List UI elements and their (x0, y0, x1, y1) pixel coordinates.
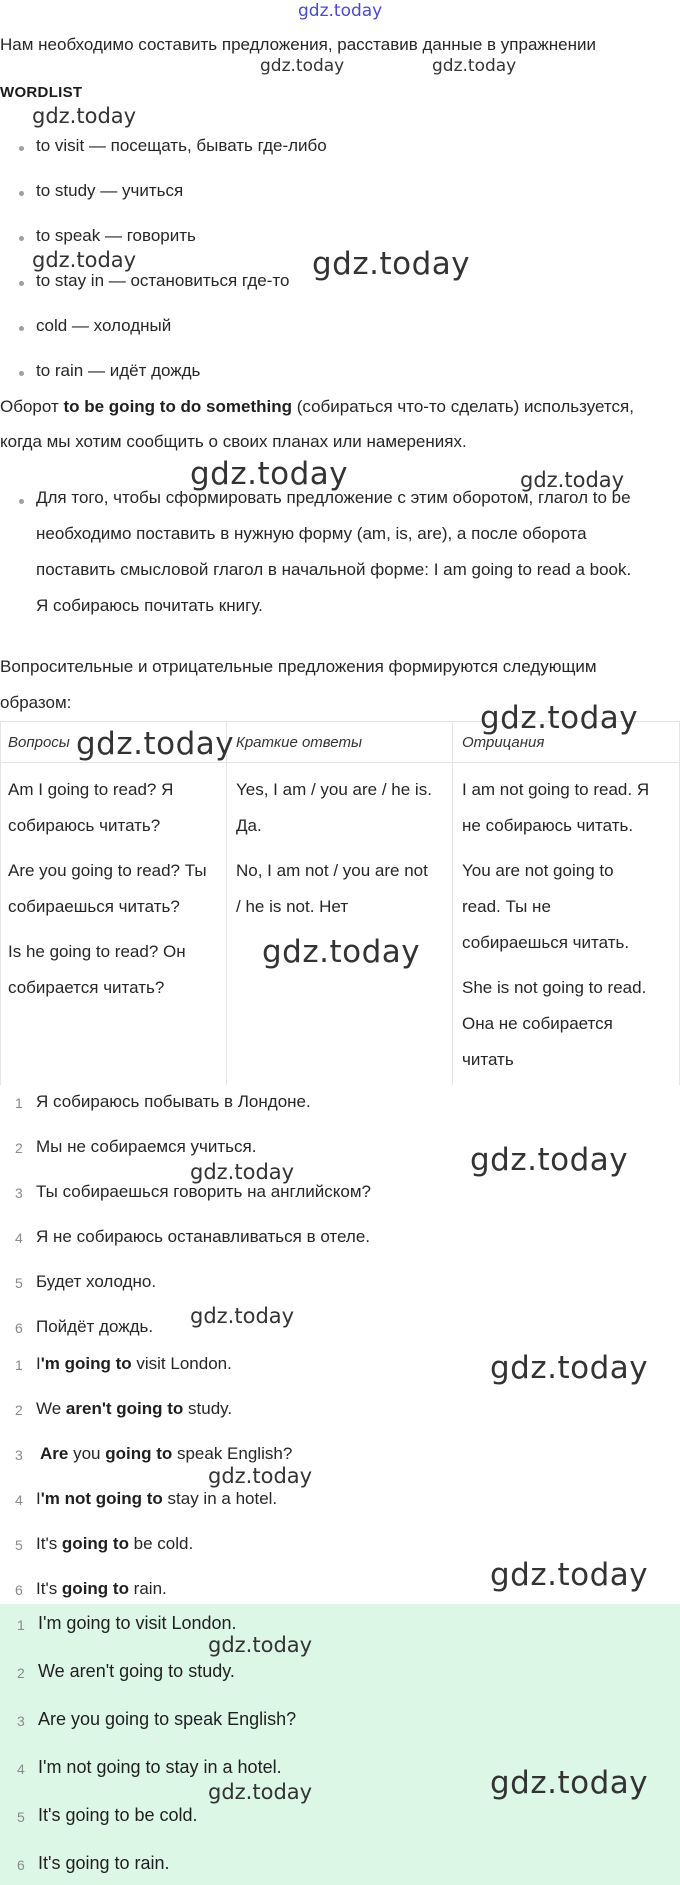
watermark: gdz.today (190, 1304, 295, 1328)
wordlist-item: to speak — говорить (36, 226, 196, 245)
table-cell: Is he going to read? Он (8, 942, 186, 961)
answer-sentence: Are you going to speak English? (38, 1709, 297, 1729)
table-cell: Да. (236, 816, 262, 835)
list-number: 5 (17, 1809, 25, 1825)
table-cell: собираюсь читать? (8, 816, 161, 835)
russian-sentence: Я не собираюсь останавливаться в отеле. (36, 1227, 370, 1246)
answer-sentence: I'm going to visit London. (38, 1613, 237, 1633)
watermark: gdz.today (32, 104, 137, 128)
table-cell: Are you going to read? Ты (8, 861, 207, 880)
sentence-part: study. (183, 1399, 233, 1418)
list-number: 5 (15, 1275, 23, 1291)
watermark: gdz.today (432, 56, 517, 76)
rule-post: (собираться что-то сделать) используется, (292, 397, 634, 416)
table-header-short-answers: Краткие ответы (236, 734, 362, 751)
watermark: gdz.today (208, 1633, 313, 1657)
questions-intro-line2: образом: (0, 693, 72, 712)
sentence-part: We (36, 1399, 66, 1418)
sentence-part: It's (36, 1579, 62, 1598)
russian-sentence: Будет холодно. (36, 1272, 157, 1291)
sentence-part: stay in a hotel. (162, 1489, 278, 1508)
watermark: gdz.today (490, 1557, 649, 1593)
table-cell: Она не собирается (462, 1014, 613, 1033)
answer-sentence: It's going to rain. (38, 1853, 170, 1873)
list-number: 3 (17, 1713, 25, 1729)
sentence-bold: aren't going to (65, 1399, 184, 1418)
watermark: gdz.today (480, 700, 639, 736)
russian-sentence: Пойдёт дождь. (36, 1317, 154, 1336)
bullet-icon (19, 191, 24, 196)
list-number: 3 (15, 1185, 23, 1201)
table-cell: собираешься читать. (462, 933, 630, 952)
sentence-part: speak English? (172, 1444, 293, 1463)
table-cell: No, I am not / you are not (236, 861, 428, 880)
english-sentence (36, 1489, 277, 1509)
sentence-bold: Are (40, 1444, 69, 1463)
list-number: 1 (17, 1617, 25, 1633)
bullet-icon (19, 371, 24, 376)
list-number: 4 (15, 1492, 23, 1508)
list-number: 2 (15, 1402, 23, 1418)
russian-sentence: Ты собираешься говорить на английском? (36, 1182, 372, 1201)
bullet-icon (19, 326, 24, 331)
watermark: gdz.today (490, 1765, 649, 1801)
russian-sentence: Я собираюсь побывать в Лондоне. (36, 1092, 311, 1111)
table-cell: You are not going to (462, 861, 614, 880)
explanation-line: Для того, чтобы сформировать предложение с этим оборотом, глагол to be (36, 488, 631, 507)
intro-text: Нам необходимо составить предложения, расставив данные в упражнении (0, 35, 597, 54)
sentence-bold: going to (61, 1579, 129, 1598)
wordlist-item: to study — учиться (36, 181, 184, 200)
sentence-part: you (68, 1444, 106, 1463)
sentence-bold: going to (61, 1534, 129, 1553)
watermark: gdz.today (76, 726, 235, 762)
wordlist-title: WORDLIST (0, 84, 83, 101)
english-sentence (36, 1579, 167, 1599)
watermark: gdz.today (520, 468, 625, 492)
table-cell: I am not going to read. Я (462, 780, 650, 799)
table-cell: / he is not. Нет (236, 897, 349, 916)
sentence-part: I (36, 1354, 41, 1373)
table-header-divider (0, 762, 680, 763)
table-header-negations: Отрицания (462, 734, 545, 751)
explanation-line: Я собираюсь почитать книгу. (36, 596, 263, 615)
watermark: gdz.today (262, 934, 421, 970)
list-number: 2 (17, 1665, 25, 1681)
rule-bold: to be going to do something (63, 397, 292, 416)
english-sentence (36, 1354, 232, 1374)
top-watermark: gdz.today (298, 1, 383, 21)
list-number: 4 (17, 1761, 25, 1777)
explanation-line: необходимо поставить в нужную форму (am, is, are), а после оборота (36, 524, 587, 543)
watermark: gdz.today (470, 1142, 629, 1178)
watermark: gdz.today (312, 246, 471, 282)
sentence-part: be cold. (128, 1534, 194, 1553)
wordlist-item: to rain — идёт дождь (36, 361, 201, 380)
table-cell: Yes, I am / you are / he is. (236, 780, 432, 799)
table-cell: собираешься читать? (8, 897, 180, 916)
wordlist-item: to stay in — остановиться где-то (36, 271, 290, 290)
watermark: gdz.today (260, 56, 345, 76)
bullet-icon (19, 236, 24, 241)
list-number: 5 (15, 1537, 23, 1553)
english-sentence (36, 1534, 193, 1554)
sentence-part: rain. (128, 1579, 167, 1598)
wordlist-item: to visit — посещать, бывать где-либо (36, 136, 327, 155)
list-number: 3 (15, 1447, 23, 1463)
list-number: 6 (17, 1857, 25, 1873)
watermark: gdz.today (32, 248, 137, 272)
table-header-questions: Вопросы (8, 734, 70, 751)
table-cell: She is not going to read. (462, 978, 647, 997)
sentence-bold: 'm going to (40, 1354, 132, 1373)
watermark: gdz.today (208, 1780, 313, 1804)
questions-intro-line1: Вопросительные и отрицательные предложения формируются следующим (0, 657, 597, 676)
list-number: 6 (15, 1582, 23, 1598)
table-border (226, 721, 227, 1085)
answer-sentence: I'm not going to stay in a hotel. (38, 1757, 282, 1777)
bullet-icon (19, 281, 24, 286)
bullet-icon (19, 146, 24, 151)
watermark: gdz.today (190, 1160, 295, 1184)
list-number: 1 (15, 1357, 23, 1373)
sentence-bold: going to (105, 1444, 173, 1463)
explanation-line: поставить смысловой глагол в начальной форме: I am going to read a book. (36, 560, 632, 579)
answer-block (0, 1604, 680, 1885)
table-cell: read. Ты не (462, 897, 551, 916)
table-cell: читать (462, 1050, 514, 1069)
watermark: gdz.today (208, 1464, 313, 1488)
watermark: gdz.today (490, 1350, 649, 1386)
answer-sentence: We aren't going to study. (38, 1661, 235, 1681)
sentence-part: I (36, 1489, 41, 1508)
sentence-bold: 'm not going to (40, 1489, 163, 1508)
english-sentence (36, 1399, 232, 1419)
sentence-part: It's (36, 1534, 62, 1553)
table-cell: не собираюсь читать. (462, 816, 634, 835)
english-sentence (40, 1444, 292, 1464)
list-number: 6 (15, 1320, 23, 1336)
list-number: 4 (15, 1230, 23, 1246)
table-cell: собирается читать? (8, 978, 165, 997)
bullet-icon (19, 499, 24, 504)
rule-pre: Оборот (0, 397, 64, 416)
wordlist-item: cold — холодный (36, 316, 172, 335)
table-border (452, 721, 453, 1085)
rule-text (0, 397, 634, 417)
sentence-part: visit London. (131, 1354, 232, 1373)
table-border (0, 721, 1, 1085)
list-number: 1 (15, 1095, 23, 1111)
answer-sentence: It's going to be cold. (38, 1805, 198, 1825)
rule-line2: когда мы хотим сообщить о своих планах или намерениях. (0, 432, 467, 451)
table-cell: Am I going to read? Я (8, 780, 174, 799)
russian-sentence: Мы не собираемся учиться. (36, 1137, 257, 1156)
list-number: 2 (15, 1140, 23, 1156)
watermark: gdz.today (190, 456, 349, 492)
